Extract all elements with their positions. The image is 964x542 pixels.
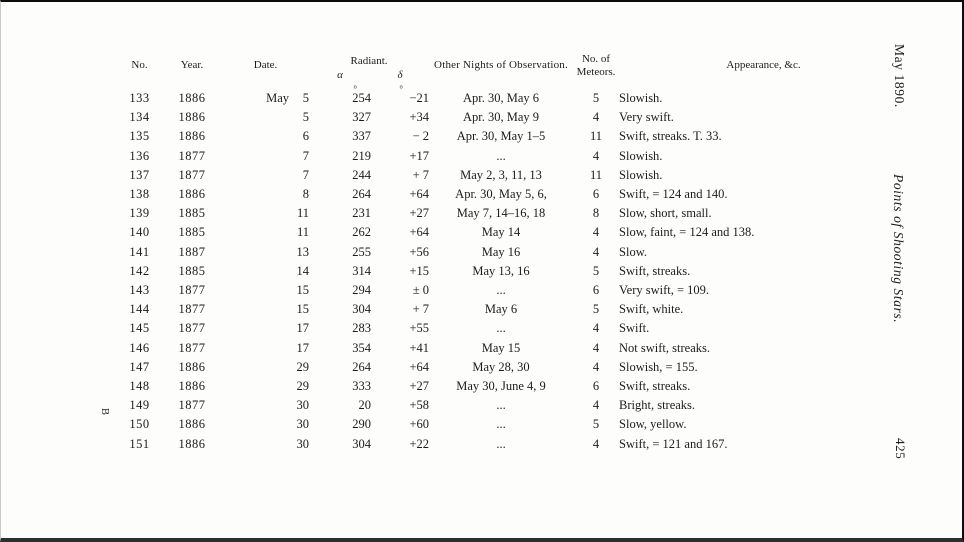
observations-tbody [117,83,871,454]
cell-year: 1887 [178,244,206,259]
cell-appearance: Swift. [619,321,650,336]
cell-no: 151 [129,436,150,451]
cell-radiant-alpha: 262 [352,225,372,240]
cell-radiant-alpha: 354 [352,340,372,355]
cell-meteor-count: 8 [592,206,600,221]
cell-no: 144 [129,302,150,317]
cell-meteor-count: 4 [592,340,600,355]
cell-appearance: Swift, = 121 and 167. [619,436,728,451]
cell-other-nights: ... [496,398,506,413]
cell-date-month [222,377,289,396]
cell-radiant-alpha: 264 [352,187,372,202]
table-row [117,300,871,319]
cell-appearance: Swift, streaks. [619,263,691,278]
cell-other-nights: Apr. 30, May 9 [462,110,540,125]
cell-date-month [222,185,289,204]
cell-no: 138 [129,187,150,202]
cell-no: 150 [129,417,150,432]
cell-radiant-delta: +64 [409,359,430,374]
cell-radiant-alpha: 219 [352,148,372,163]
cell-date-day: 14 [296,263,310,278]
cell-radiant-delta: ± 0 [412,283,430,298]
table-row [117,435,871,454]
cell-radiant-delta: + 7 [412,167,430,182]
cell-other-nights: May 28, 30 [472,359,530,374]
cell-date-day: 7 [302,167,310,182]
cell-no: 148 [129,379,150,394]
col-header-alpha: α [337,69,343,81]
cell-date-day: 5 [302,91,310,105]
cell-no: 142 [129,263,150,278]
cell-other-nights: ... [496,321,506,336]
cell-radiant-alpha: 283 [352,321,372,336]
cell-date-day: 17 [296,340,310,355]
table-row [117,108,871,127]
cell-meteor-count: 4 [592,148,600,163]
cell-radiant-delta: +60 [409,417,430,432]
table-row [117,127,871,146]
cell-appearance: Slow. [619,244,648,259]
cell-appearance: Slowish. [619,148,663,163]
cell-appearance: Slowish, = 155. [619,359,698,374]
signature-mark: B [99,408,110,416]
cell-meteor-count: 5 [592,417,600,432]
cell-meteor-count: 4 [592,436,600,451]
cell-date-month [222,127,289,146]
cell-date-day: 30 [296,417,310,432]
cell-appearance: Swift, white. [619,302,684,317]
cell-radiant-delta: +64 [409,225,430,240]
cell-date-day: 11 [296,225,310,240]
page-number: 425 [893,438,908,460]
cell-radiant-delta: +15 [409,263,430,278]
col-header-no: No. [131,59,148,72]
col-header-other-nights: Other Nights of Observation. [434,59,568,72]
cell-date-month [222,204,289,223]
table-row [117,147,871,166]
cell-date-month [222,108,289,127]
cell-year: 1886 [178,129,206,144]
table-row [117,185,871,204]
cell-year: 1886 [178,91,206,105]
cell-date-month [222,223,289,242]
cell-date-month [222,435,289,454]
cell-date-month [222,415,289,434]
cell-date-day: 29 [296,379,310,394]
cell-year: 1877 [178,340,206,355]
cell-date-day: 30 [296,398,310,413]
cell-radiant-alpha: 290 [352,417,372,432]
cell-date-month: May [266,91,289,105]
cell-date-month [222,300,289,319]
cell-date-day: 11 [296,206,310,221]
table-row [117,377,871,396]
cell-other-nights: ... [496,417,506,432]
cell-no: 147 [129,359,150,374]
cell-meteor-count: 4 [592,359,600,374]
cell-appearance: Swift, = 124 and 140. [619,187,728,202]
cell-year: 1877 [178,321,206,336]
cell-date-day: 15 [296,283,310,298]
cell-date-day: 7 [302,148,310,163]
cell-other-nights: ... [496,436,506,451]
cell-radiant-alpha: 255 [352,244,372,259]
cell-year: 1886 [178,436,206,451]
cell-year: 1877 [178,398,206,413]
cell-radiant-alpha: 244 [352,167,372,182]
cell-radiant-delta: +17 [409,148,430,163]
cell-meteor-count: 4 [592,398,600,413]
cell-radiant-alpha: 304 [352,302,372,317]
cell-appearance: Swift, streaks. T. 33. [619,129,722,144]
cell-date-day: 17 [296,321,310,336]
cell-other-nights: May 16 [481,244,521,259]
cell-date-month [222,147,289,166]
cell-no: 135 [129,129,150,144]
cell-radiant-delta: − 2 [412,129,430,144]
cell-no: 140 [129,225,150,240]
cell-radiant-alpha: 254 ° [352,83,372,105]
table-row [117,358,871,377]
degree-mark: ° [399,83,404,94]
cell-date-month [222,339,289,358]
cell-other-nights: May 7, 14–16, 18 [456,206,546,221]
cell-meteor-count: 4 [592,244,600,259]
cell-radiant-delta: + 7 [412,302,430,317]
cell-radiant-alpha: 20 [358,398,372,413]
cell-appearance: Slow, faint, = 124 and 138. [619,225,755,240]
col-header-year: Year. [180,59,204,72]
cell-meteor-count: 4 [592,225,600,240]
cell-other-nights: ... [496,148,506,163]
cell-radiant-alpha: 333 [352,379,372,394]
cell-meteor-count: 5 [592,302,600,317]
cell-radiant-delta: +27 [409,379,430,394]
table-row [117,223,871,242]
cell-appearance: Slowish. [619,167,663,182]
cell-radiant-delta: +22 [409,436,430,451]
cell-meteor-count: 6 [592,187,600,202]
cell-no: 141 [129,244,150,259]
cell-other-nights: May 6 [484,302,518,317]
col-header-date: Date. [253,59,278,72]
cell-no: 134 [129,110,150,125]
cell-other-nights: Apr. 30, May 6 [462,91,540,105]
cell-radiant-delta: +55 [409,321,430,336]
table-header [117,42,871,89]
cell-date-month [222,319,289,338]
table-row [117,339,871,358]
cell-radiant-alpha: 314 [352,263,372,278]
cell-year: 1886 [178,110,206,125]
cell-meteor-count: 6 [592,283,600,298]
cell-year: 1877 [178,167,206,182]
cell-appearance: Slow, short, small. [619,206,712,221]
cell-date-month [222,358,289,377]
col-header-meteor-count: No. of Meteors. [576,52,616,78]
cell-meteor-count: 4 [592,110,600,125]
cell-radiant-delta: +56 [409,244,430,259]
cell-no: 133 [129,91,150,105]
cell-meteor-count: 4 [592,321,600,336]
cell-other-nights: May 15 [481,340,521,355]
cell-date-month [222,262,289,281]
cell-no: 143 [129,283,150,298]
cell-year: 1885 [178,225,206,240]
cell-other-nights: ... [496,283,506,298]
cell-other-nights: May 13, 16 [472,263,530,278]
cell-radiant-alpha: 264 [352,359,372,374]
cell-appearance: Bright, streaks. [619,398,696,413]
table-row [117,204,871,223]
cell-other-nights: Apr. 30, May 1–5 [456,129,546,144]
cell-no: 137 [129,167,150,182]
cell-no: 149 [129,398,150,413]
cell-radiant-delta: −21 ° [399,83,430,105]
degree-mark: ° [353,83,358,94]
table-row [117,243,871,262]
cell-radiant-delta: +58 [409,398,430,413]
cell-date-day: 6 [302,129,310,144]
cell-radiant-delta: +27 [409,206,430,221]
cell-no: 146 [129,340,150,355]
cell-radiant-alpha: 327 [352,110,372,125]
cell-radiant-alpha: 294 [352,283,372,298]
cell-date-month [222,243,289,262]
cell-appearance: Swift, streaks. [619,379,691,394]
cell-year: 1886 [178,187,206,202]
margin-running-title: Points of Shooting Stars. [891,174,906,324]
cell-year: 1877 [178,283,206,298]
cell-year: 1886 [178,417,206,432]
col-header-appearance: Appearance, &c. [726,59,801,72]
cell-appearance: Not swift, streaks. [619,340,710,355]
cell-date-day: 29 [296,359,310,374]
cell-radiant-alpha: 304 [352,436,372,451]
cell-meteor-count: 11 [589,129,603,144]
cell-date-day: 13 [296,244,310,259]
cell-radiant-delta: +41 [409,340,430,355]
cell-year: 1877 [178,302,206,317]
cell-no: 136 [129,148,150,163]
cell-radiant-delta: +64 [409,187,430,202]
cell-appearance: Very swift, = 109. [619,283,710,298]
cell-date-month [222,396,289,415]
cell-other-nights: Apr. 30, May 5, 6, [455,187,547,202]
cell-other-nights: May 2, 3, 11, 13 [460,167,542,182]
cell-meteor-count: 5 [592,91,600,105]
cell-radiant-delta: +34 [409,110,430,125]
table-row [117,415,871,434]
cell-year: 1886 [178,379,206,394]
table-row [117,262,871,281]
cell-year: 1886 [178,359,206,374]
cell-other-nights: May 14 [481,225,521,240]
margin-date-label: May 1890. [892,44,907,108]
cell-year: 1877 [178,148,206,163]
table-row [117,396,871,415]
cell-no: 145 [129,321,150,336]
cell-appearance: Slowish. [619,91,663,105]
cell-date-day: 30 [296,436,310,451]
table-row [117,166,871,185]
cell-appearance: Slow, yellow. [619,417,687,432]
cell-appearance: Very swift. [619,110,674,125]
cell-meteor-count: 11 [589,167,603,182]
table-row [117,319,871,338]
cell-meteor-count: 5 [592,263,600,278]
cell-meteor-count: 6 [592,379,600,394]
col-header-radiant: Radiant. [350,55,388,68]
table-row [117,89,871,108]
col-header-delta: δ [397,69,403,81]
cell-date-month [222,281,289,300]
cell-date-day: 15 [296,302,310,317]
cell-date-day: 5 [302,110,310,125]
table-row [117,281,871,300]
cell-no: 139 [129,206,150,221]
cell-radiant-alpha: 337 [352,129,372,144]
cell-year: 1885 [178,206,206,221]
cell-other-nights: May 30, June 4, 9 [456,379,546,394]
cell-date-month [222,166,289,185]
cell-year: 1885 [178,263,206,278]
cell-radiant-alpha: 231 [352,206,372,221]
meteor-observations-table [117,42,871,454]
cell-date-day: 8 [302,187,310,202]
